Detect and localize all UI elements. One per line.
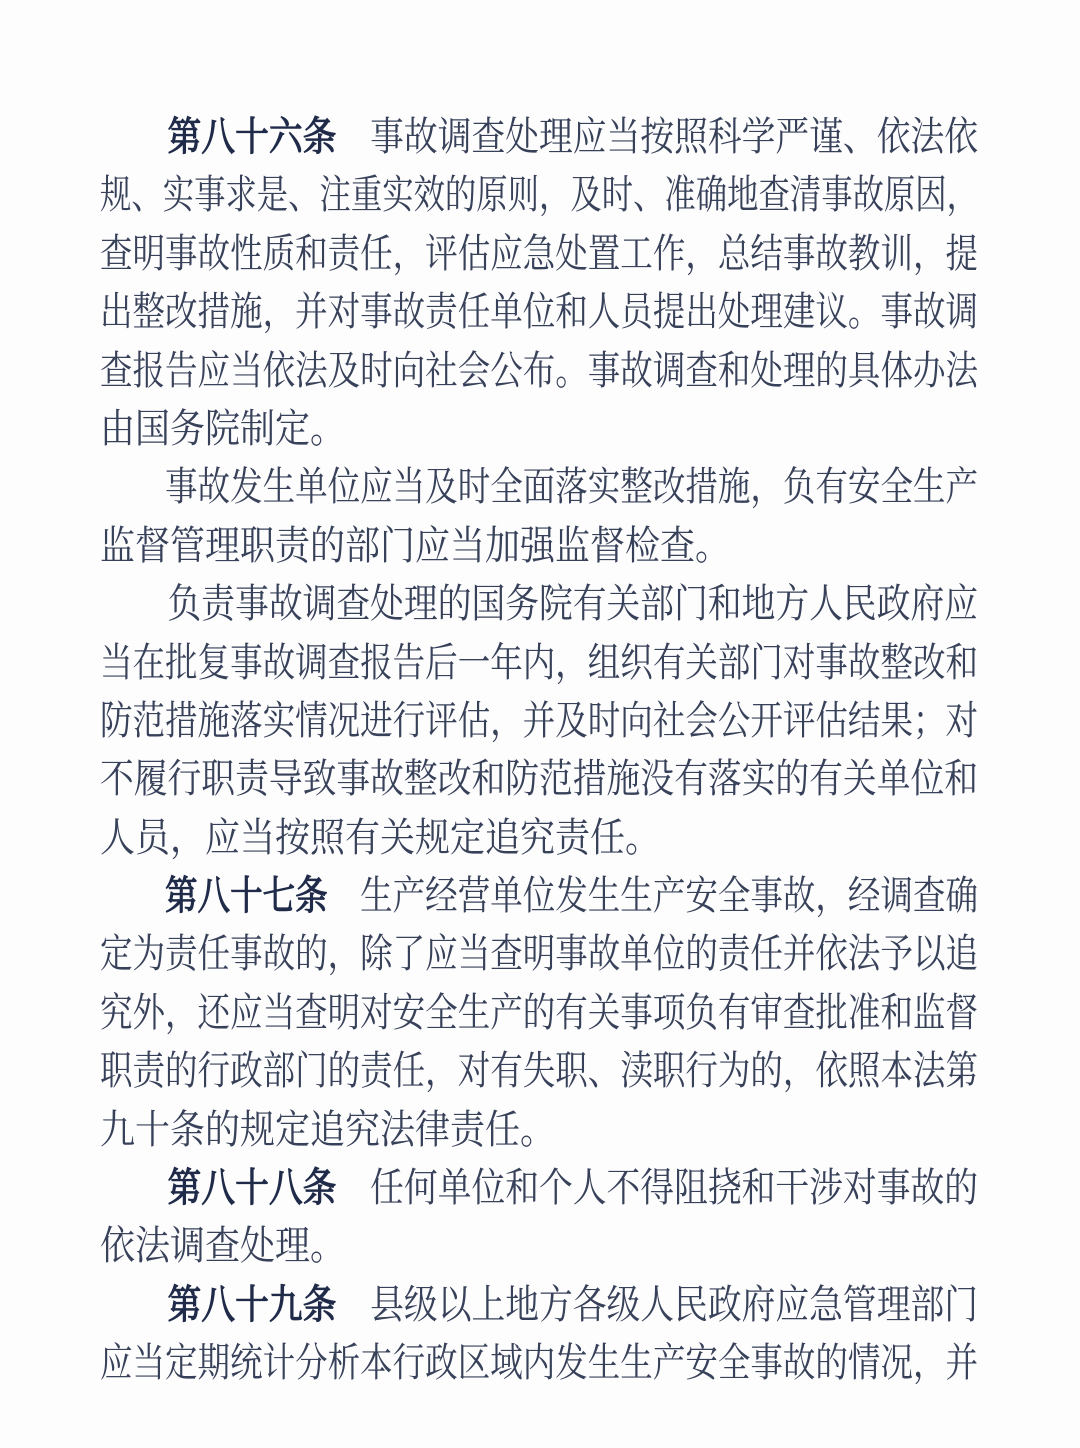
- text-line: [100, 458, 978, 516]
- text-line-content: [100, 1334, 978, 1392]
- line-text: 规、实事求是、注重实效的原则，及时、准确地查清事故原因，: [100, 172, 978, 218]
- line-text: 事故发生单位应当及时全面落实整改措施，负有安全生产: [165, 464, 978, 510]
- line-text: 查报告应当依法及时向社会公布。事故调查和处理的具体办法: [100, 347, 978, 393]
- line-text: 依法调查处理。: [100, 1223, 345, 1269]
- text-line-content: [100, 692, 978, 750]
- text-line: [100, 692, 978, 750]
- text-line: [100, 809, 978, 867]
- text-line-content: [100, 1101, 555, 1159]
- text-line: [100, 1101, 978, 1159]
- text-line: [100, 925, 978, 983]
- text-line-content: [100, 575, 978, 633]
- text-line: [100, 1276, 978, 1334]
- text-line: [100, 1042, 978, 1100]
- text-line-content: [100, 867, 978, 925]
- text-line-content: [100, 166, 978, 224]
- text-line-content: [100, 517, 730, 575]
- text-line: [100, 1159, 978, 1217]
- line-text: 监督管理职责的部门应当加强监督检查。: [100, 522, 730, 568]
- line-text: 任何单位和个人不得阻挠和干涉对事故的: [370, 1165, 979, 1211]
- text-line-content: [100, 984, 978, 1042]
- text-line-content: [100, 225, 978, 283]
- text-line: [100, 342, 978, 400]
- article-number-label: 第八十九条: [167, 1282, 337, 1327]
- article-number-label: 第八十七条: [165, 874, 328, 919]
- line-text: 究外，还应当查明对安全生产的有关事项负有审查批准和监督: [100, 989, 978, 1035]
- text-line-content: [100, 108, 978, 166]
- line-text: 事故调查处理应当按照科学严谨、依法依: [370, 114, 979, 159]
- line-text: 当在批复事故调查报告后一年内，组织有关部门对事故整改和: [100, 639, 978, 685]
- text-line: [100, 283, 978, 341]
- text-line: [100, 984, 978, 1042]
- text-line-content: [100, 1276, 978, 1334]
- text-line: [100, 108, 978, 166]
- text-line-content: [100, 283, 978, 341]
- text-line: [100, 867, 978, 925]
- text-line: [100, 1217, 978, 1275]
- text-line: [100, 517, 978, 575]
- text-line-content: [100, 342, 978, 400]
- paragraph-indent: [100, 908, 165, 909]
- line-text: 负责事故调查处理的国务院有关部门和地方人民政府应: [167, 581, 978, 627]
- line-text: 生产经营单位发生生产安全事故，经调查确: [360, 873, 978, 919]
- article-text-block: [100, 108, 978, 1393]
- label-text-gap: [328, 908, 361, 909]
- line-text: 防范措施落实情况进行评估，并及时向社会公开评估结果；对: [100, 697, 978, 743]
- line-text: 查明事故性质和责任，评估应急处置工作，总结事故教训，提: [100, 230, 978, 276]
- label-text-gap: [336, 1317, 370, 1318]
- text-line: [100, 634, 978, 692]
- text-line-content: [100, 634, 978, 692]
- label-text-gap: [336, 1200, 370, 1201]
- text-line: [100, 1334, 978, 1392]
- line-text: 出整改措施，并对事故责任单位和人员提出处理建议。事故调: [100, 289, 978, 335]
- text-line-content: [100, 1042, 978, 1100]
- text-line: [100, 166, 978, 224]
- text-line-content: [100, 925, 978, 983]
- text-line: [100, 575, 978, 633]
- line-text: 职责的行政部门的责任，对有失职、渎职行为的，依照本法第: [100, 1048, 978, 1094]
- text-line-content: [100, 750, 978, 808]
- label-text-gap: [336, 149, 370, 150]
- line-text: 定为责任事故的，除了应当查明事故单位的责任并依法予以追: [100, 931, 978, 977]
- paragraph-indent: [100, 616, 168, 617]
- line-text: 人员，应当按照有关规定追究责任。: [100, 814, 660, 860]
- text-line: [100, 750, 978, 808]
- paragraph-indent: [100, 1200, 168, 1201]
- article-number-label: 第八十八条: [167, 1166, 337, 1211]
- paragraph-indent: [100, 1317, 168, 1318]
- line-text: 九十条的规定追究法律责任。: [100, 1106, 555, 1152]
- text-line-content: [100, 1159, 978, 1217]
- line-text: 县级以上地方各级人民政府应急管理部门: [370, 1281, 979, 1327]
- text-line-content: [100, 809, 660, 867]
- text-line-content: [100, 458, 978, 516]
- text-line-content: [100, 1217, 345, 1275]
- line-text: 不履行职责导致事故整改和防范措施没有落实的有关单位和: [100, 756, 978, 802]
- line-text: 由国务院制定。: [100, 405, 345, 451]
- text-line-content: [100, 400, 345, 458]
- paragraph-indent: [100, 149, 168, 150]
- text-line: [100, 400, 978, 458]
- paragraph-indent: [100, 499, 165, 500]
- line-text: 应当定期统计分析本行政区域内发生生产安全事故的情况，并: [100, 1340, 978, 1386]
- text-line: [100, 225, 978, 283]
- article-number-label: 第八十六条: [167, 115, 337, 159]
